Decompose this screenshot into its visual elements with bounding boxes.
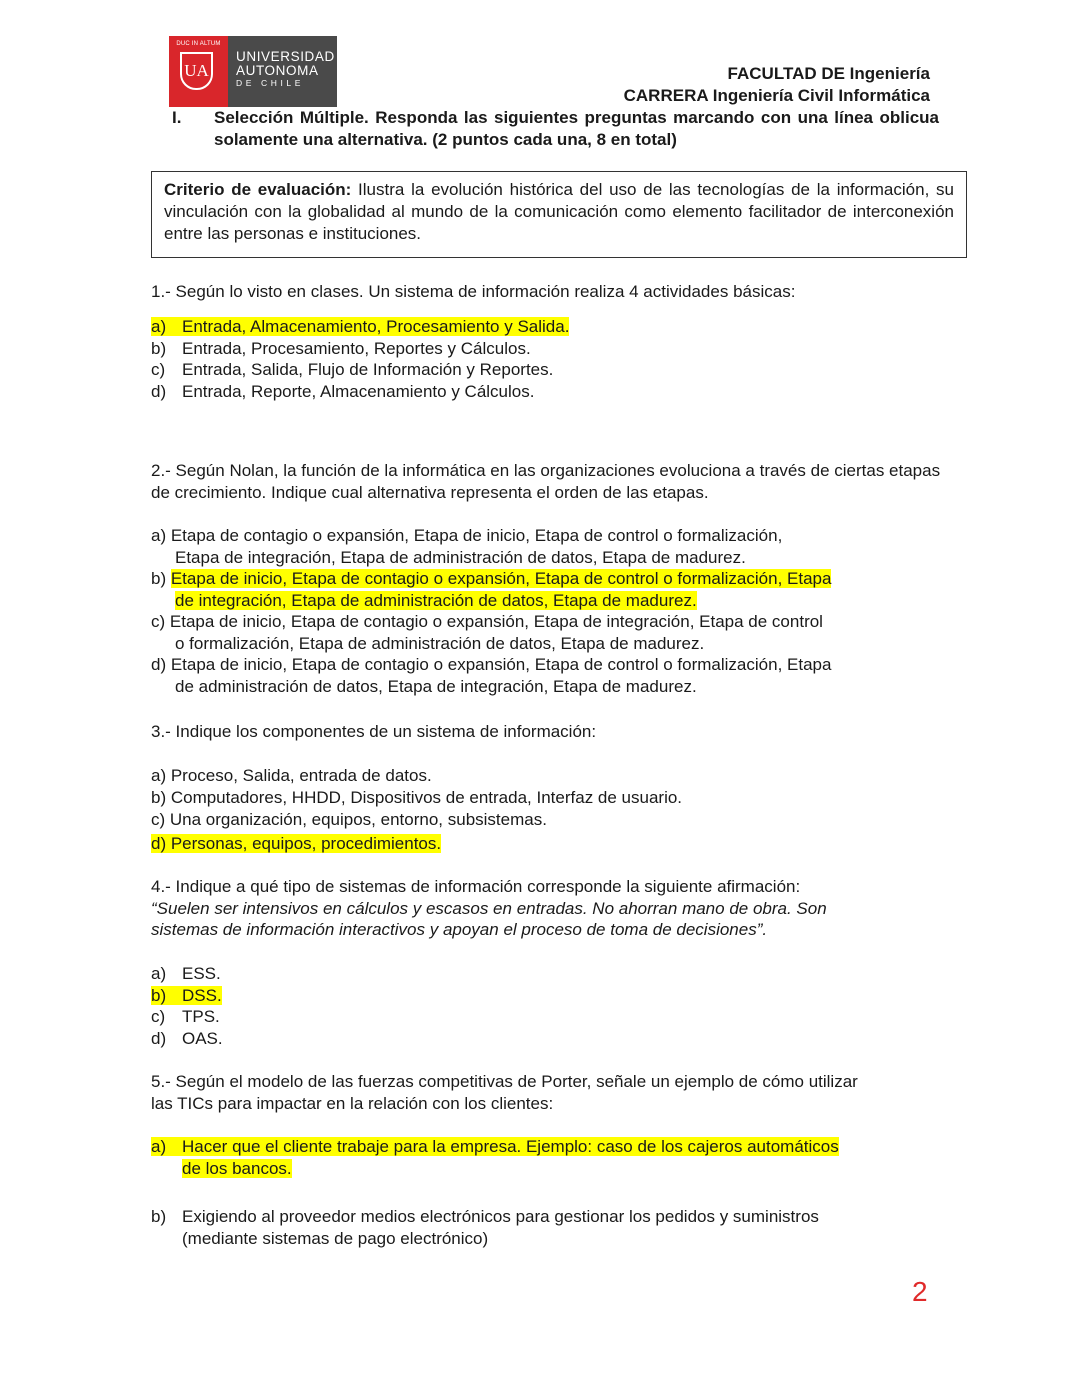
criteria-text: Ilustra la evolución histórica del uso de las tecnologías de la información, su vinculación con la globalidad al mundo de la comunicación como elemento facilitador de interconexión entre las personas e instituciones.: [164, 180, 954, 243]
logo-line-2: AUTONOMA: [236, 63, 319, 78]
q4-option-a: a) ESS.: [151, 964, 221, 983]
q2-option-d: d) Etapa de inicio, Etapa de contagio o expansión, Etapa de control o formalización, Etapa de administración de datos, Etapa de integración, Etapa de madurez.: [151, 655, 832, 696]
logo-emblem: [169, 36, 228, 107]
university-logo: [169, 36, 337, 107]
q4-option-b: b) DSS.: [151, 986, 222, 1005]
logo-line-1: UNIVERSIDAD: [236, 49, 335, 64]
faculty-title: FACULTAD DE Ingeniería: [727, 64, 930, 83]
q1-option-b: b) Entrada, Procesamiento, Reportes y Cálculos.: [151, 339, 531, 358]
question-5-line-2: las TICs para impactar en la relación con los clientes:: [151, 1094, 554, 1113]
q4-quote-line-2: sistemas de información interactivos y apoyan el proceso de toma de decisiones”.: [151, 920, 768, 939]
shield-icon: UA: [180, 52, 213, 90]
section-heading: [172, 107, 939, 151]
question-1: 1.- Según lo visto en clases. Un sistema de información realiza 4 actividades básicas:: [151, 282, 796, 301]
q4-quote-line-1: “Suelen ser intensivos en cálculos y escasos en entradas. No ahorran mano de obra. Son: [151, 899, 827, 918]
section-instructions: Selección Múltiple. Responda las siguientes preguntas marcando con una línea oblicua solamente una alternativa. (2 puntos cada una, 8 en total): [214, 108, 939, 149]
q2-option-c: c) Etapa de inicio, Etapa de contagio o expansión, Etapa de integración, Etapa de control o formalización, Etapa de administración de datos, Etapa de madurez.: [151, 612, 823, 653]
q1-option-d: d) Entrada, Reporte, Almacenamiento y Cálculos.: [151, 382, 535, 401]
question-5-line-1: 5.- Según el modelo de las fuerzas competitivas de Porter, señale un ejemplo de cómo utilizar: [151, 1072, 858, 1091]
section-number: I.: [172, 108, 182, 127]
q5-option-a: a) Hacer que el cliente trabaje para la empresa. Ejemplo: caso de los cajeros automáticos de los bancos.: [151, 1137, 839, 1178]
q3-option-b: b) Computadores, HHDD, Dispositivos de entrada, Interfaz de usuario.: [151, 788, 683, 807]
logo-motto: DUC IN ALTUM: [176, 41, 221, 47]
question-2: 2.- Según Nolan, la función de la informática en las organizaciones evoluciona a través de ciertas etapas de crecimiento. Indique cual alternativa representa el orden de las etapas.: [151, 461, 941, 502]
question-4: 4.- Indique a qué tipo de sistemas de información corresponde la siguiente afirmación:: [151, 877, 801, 896]
evaluation-criteria-box: [151, 171, 967, 258]
page-number: 2: [912, 1276, 928, 1307]
question-3: 3.- Indique los componentes de un sistema de información:: [151, 722, 597, 741]
q3-option-a: a) Proceso, Salida, entrada de datos.: [151, 766, 432, 785]
q1-option-a: a) Entrada, Almacenamiento, Procesamiento y Salida.: [151, 317, 570, 336]
career-title: CARRERA Ingeniería Civil Informática: [623, 86, 930, 105]
q5-option-b: b) Exigiendo al proveedor medios electrónicos para gestionar los pedidos y suministros (mediante sistemas de pago electrónico): [151, 1207, 819, 1248]
q2-option-a: a) Etapa de contagio o expansión, Etapa de inicio, Etapa de control o formalización, Etapa de integración, Etapa de administración de datos, Etapa de madurez.: [151, 526, 783, 567]
q2-option-b: b) Etapa de inicio, Etapa de contagio o expansión, Etapa de control o formalización, Etapa de integración, Etapa de administración de datos, Etapa de madurez.: [151, 569, 832, 610]
q1-option-c: c) Entrada, Salida, Flujo de Información y Reportes.: [151, 360, 554, 379]
q3-option-c: c) Una organización, equipos, entorno, subsistemas.: [151, 810, 547, 829]
q4-option-c: c) TPS.: [151, 1007, 220, 1026]
q3-option-d: d) Personas, equipos, procedimientos.: [151, 834, 442, 853]
logo-wordmark: [228, 36, 337, 107]
criteria-label: Criterio de evaluación:: [164, 180, 352, 199]
q4-option-d: d) OAS.: [151, 1029, 223, 1048]
logo-line-3: DE CHILE: [236, 78, 305, 88]
